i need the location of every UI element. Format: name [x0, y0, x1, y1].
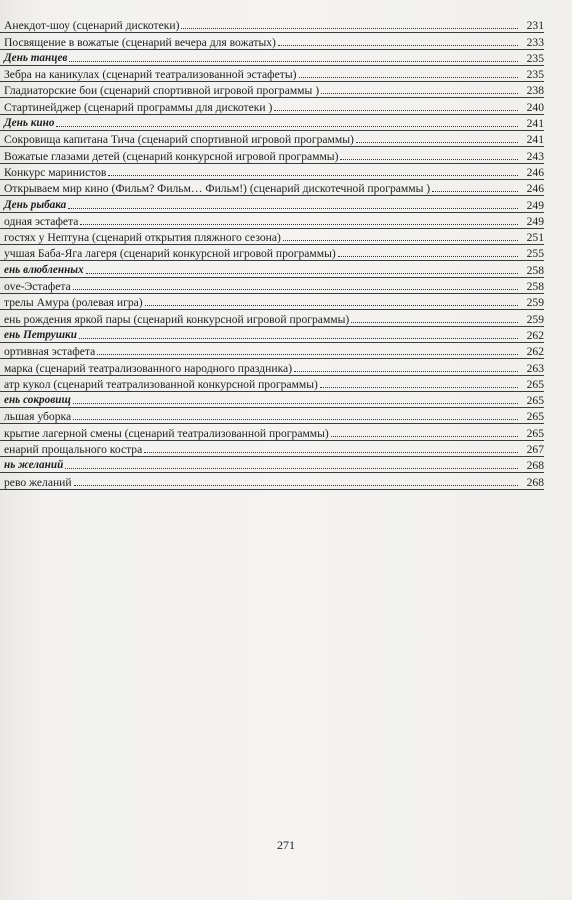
toc-entry-title: рево желаний: [4, 475, 72, 489]
toc-section-heading: [0, 391, 544, 407]
toc-entry-page: 241: [526, 117, 544, 131]
toc-entry-title: марка (сценарий театрализованного народного праздника): [4, 361, 293, 375]
toc-entry: [0, 163, 544, 179]
toc-entry-title: учшая Баба-Яга лагеря (сценарий конкурсной игровой программы): [4, 247, 336, 261]
dot-leader: [294, 370, 518, 372]
toc-entry: [0, 277, 544, 293]
toc-section-heading: [0, 114, 544, 130]
toc-section-heading: [0, 49, 544, 65]
toc-entry-page: 231: [526, 19, 544, 33]
toc-entry: [0, 407, 544, 423]
toc-entry-page: 268: [526, 459, 544, 473]
toc-entry: [0, 146, 544, 162]
toc-entry-title: Посвящение в вожатые (сценарий вечера для вожатых): [4, 35, 276, 49]
toc-entry-page: 249: [526, 214, 544, 228]
dot-leader: [338, 255, 518, 257]
dot-leader: [80, 223, 518, 225]
dot-leader: [320, 386, 518, 388]
toc-entry-title: енарий прощального костра: [4, 443, 143, 457]
toc-entry-title: льшая уборка: [4, 410, 72, 424]
toc-entry: [0, 358, 544, 374]
dot-leader: [340, 158, 518, 160]
toc-entry: [0, 423, 544, 439]
toc-entry-title: Гладиаторские бои (сценарий спортивной игровой программы ): [4, 84, 320, 98]
toc-entry-title: День танцев: [4, 51, 68, 64]
toc-entry-page: 265: [526, 410, 544, 424]
toc-entry-page: 267: [526, 443, 544, 457]
toc-entry-title: атр кукол (сценарий театрализованной конкурсной программы): [4, 377, 318, 391]
toc-entry-title: одная эстафета: [4, 214, 79, 228]
toc-entry-page: 265: [526, 377, 544, 391]
toc-entry-page: 240: [526, 100, 544, 114]
dot-leader: [73, 418, 518, 420]
table-of-contents: [0, 16, 544, 489]
dot-leader: [79, 337, 518, 339]
toc-entry-title: Зебра на каникулах (сценарий театрализованной эстафеты): [4, 68, 297, 82]
toc-entry: [0, 472, 544, 488]
toc-entry-title: ень влюбленных: [4, 263, 84, 276]
toc-entry-title: трелы Амура (ролевая игра): [4, 296, 143, 310]
dot-leader: [299, 76, 518, 78]
dot-leader: [145, 304, 518, 306]
toc-entry-page: 265: [526, 394, 544, 408]
dot-leader: [108, 174, 518, 176]
dot-leader: [283, 239, 518, 241]
toc-entry-page: 246: [526, 182, 544, 196]
toc-entry-page: 259: [526, 296, 544, 310]
toc-entry: [0, 375, 544, 391]
dot-leader: [321, 92, 518, 94]
dot-leader: [74, 484, 518, 486]
toc-section-heading: [0, 456, 544, 472]
dot-leader: [69, 60, 518, 62]
toc-entry-page: 259: [526, 312, 544, 326]
toc-entry: [0, 244, 544, 260]
toc-entry: [0, 293, 544, 309]
toc-section-heading: [0, 326, 544, 342]
toc-entry-page: 235: [526, 68, 544, 82]
toc-entry-page: 246: [526, 165, 544, 179]
toc-entry: [0, 440, 544, 456]
toc-entry: [0, 81, 544, 97]
dot-leader: [65, 467, 518, 469]
toc-entry-title: Открываем мир кино (Фильм? Фильм… Фильм!) (сценарий дискотечной программы ): [4, 182, 431, 196]
toc-entry-title: ень рождения яркой пары (сценарий конкурсной игровой программы): [4, 312, 350, 326]
toc-entry-page: 265: [526, 426, 544, 440]
toc-entry-page: 255: [526, 247, 544, 261]
dot-leader: [73, 402, 518, 404]
toc-entry: [0, 16, 544, 32]
toc-entry-title: ove-Эстафета: [4, 280, 71, 294]
toc-entry-page: 233: [526, 35, 544, 49]
toc-entry-title: Конкурс маринистов: [4, 165, 107, 179]
dot-leader: [97, 353, 518, 355]
toc-entry-page: 258: [526, 280, 544, 294]
toc-entry-page: 243: [526, 149, 544, 163]
toc-entry-title: День кино: [4, 117, 55, 130]
toc-entry: [0, 130, 544, 146]
toc-entry: [0, 32, 544, 48]
toc-entry-page: 249: [526, 198, 544, 212]
toc-entry-title: Стартинейджер (сценарий программы для дискотеки ): [4, 100, 273, 114]
toc-entry: [0, 65, 544, 81]
toc-entry: [0, 179, 544, 195]
toc-entry-page: 241: [526, 133, 544, 147]
toc-entry-title: крытие лагерной смены (сценарий театрализованной программы): [4, 426, 329, 440]
dot-leader: [144, 451, 518, 453]
toc-entry-page: 235: [526, 51, 544, 65]
dot-leader: [351, 321, 518, 323]
toc-entry-title: ортивная эстафета: [4, 345, 96, 359]
dot-leader: [278, 44, 518, 46]
toc-entry: [0, 228, 544, 244]
dot-leader: [432, 190, 518, 192]
toc-entry-title: ень сокровищ: [4, 394, 71, 407]
dot-leader: [86, 272, 518, 274]
toc-entry-title: нь желаний: [4, 459, 64, 472]
toc-section-heading: [0, 195, 544, 211]
toc-entry-page: 262: [526, 328, 544, 342]
toc-entry-page: 263: [526, 361, 544, 375]
toc-entry-page: 258: [526, 263, 544, 277]
toc-entry-title: гостях у Нептуна (сценарий открытия пляжного сезона): [4, 231, 281, 245]
toc-entry-page: 251: [526, 231, 544, 245]
toc-entry-page: 238: [526, 84, 544, 98]
dot-leader: [181, 27, 518, 29]
page-number: 271: [277, 838, 295, 852]
toc-section-heading: [0, 260, 544, 276]
dot-leader: [56, 125, 518, 127]
toc-entry: [0, 342, 544, 358]
toc-entry-title: День рыбака: [4, 198, 67, 211]
toc-entry-page: 268: [526, 475, 544, 489]
toc-entry: [0, 212, 544, 228]
toc-entry-title: Вожатые глазами детей (сценарий конкурсной игровой программы): [4, 149, 339, 163]
dot-leader: [331, 435, 518, 437]
dot-leader: [73, 288, 518, 290]
toc-entry: [0, 309, 544, 325]
toc-entry-title: ень Петрушки: [4, 328, 77, 341]
dot-leader: [356, 141, 518, 143]
dot-leader: [274, 109, 518, 111]
toc-entry-title: Анекдот-шоу (сценарий дискотеки): [4, 19, 180, 33]
toc-entry-page: 262: [526, 345, 544, 359]
toc-entry: [0, 97, 544, 113]
toc-entry-title: Сокровища капитана Тича (сценарий спортивной игровой программы): [4, 133, 354, 147]
dot-leader: [68, 207, 518, 209]
